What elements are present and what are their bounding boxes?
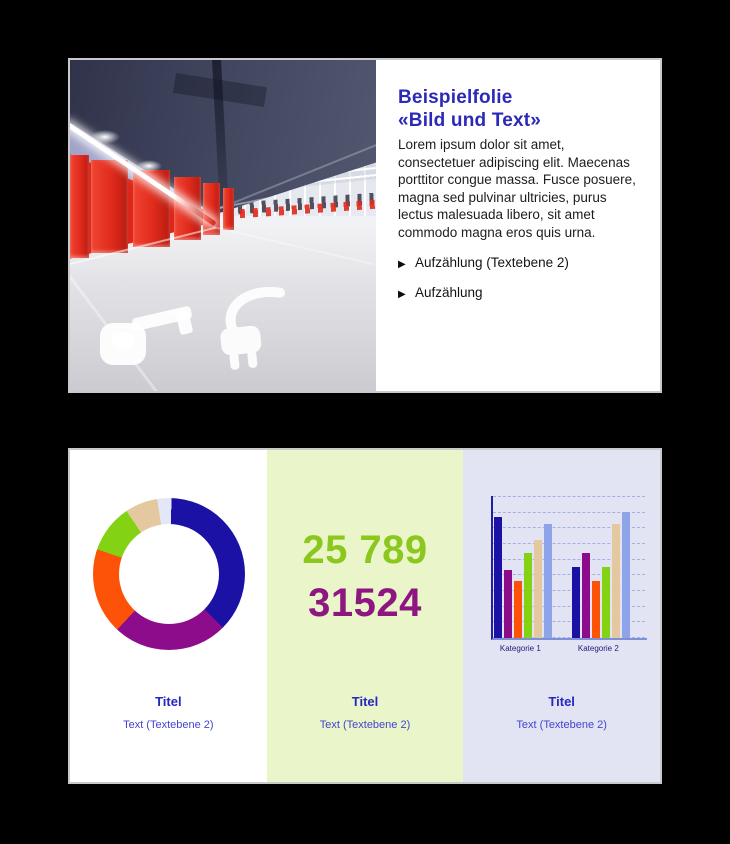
slide1-body-paragraph: Lorem ipsum dolor sit amet, consectetuer adipiscing elit. Maecenas porttitor congue massa. Fusce posuere, magna sed pulvinar ultricies, purus lectus malesuada libero, sit amet commodo magna eros quis urna. [398, 137, 636, 240]
bar-groups [494, 496, 647, 638]
slide1-title-line2: «Bild und Text» [398, 110, 542, 131]
bar-chart [491, 496, 647, 653]
key-figure-green: 25 789 [302, 528, 428, 572]
slide1-title [398, 86, 642, 132]
slide1-title-line1: Beispielfolie [398, 87, 513, 108]
bar [572, 567, 580, 638]
bar-chart-plot-area [491, 496, 647, 640]
bar-group [494, 496, 552, 638]
bar [504, 570, 512, 638]
bar [514, 581, 522, 638]
photo-light-glow [90, 130, 120, 144]
x-axis-label: Kategorie 1 [499, 644, 541, 653]
triangle-bullet-icon: ▶ [398, 259, 406, 270]
photo-light-glow [136, 160, 162, 172]
photo-red-box [223, 188, 234, 230]
triangle-bullet-icon: ▶ [398, 289, 406, 300]
photo-red-box [91, 160, 128, 253]
panel-donut-chart [70, 450, 267, 782]
caption-title: Titel [548, 694, 575, 709]
bullet-label: Aufzählung (Textebene 2) [415, 255, 569, 270]
bar [602, 567, 610, 638]
panel-caption [70, 694, 267, 731]
panel-caption [267, 694, 464, 731]
bar-group [572, 496, 630, 638]
photo-lane-line [213, 226, 375, 265]
caption-title: Titel [351, 694, 379, 709]
caption-subtitle: Text (Textebene 2) [123, 719, 214, 731]
bar [524, 553, 532, 638]
slide-bild-und-text[interactable] [68, 58, 662, 393]
bar [534, 540, 542, 638]
ev-plug-floor-icon [206, 284, 295, 380]
bar [582, 553, 590, 638]
x-axis-label: Kategorie 2 [577, 644, 619, 653]
panel-key-figures [267, 450, 464, 782]
bullet-label: Aufzählung [415, 285, 483, 300]
bullet-item [398, 284, 642, 303]
slide-three-columns[interactable] [68, 448, 662, 784]
x-axis-labels [491, 644, 647, 653]
donut-chart [93, 498, 245, 650]
bullet-item [398, 254, 642, 273]
bar [622, 512, 630, 638]
bar [612, 524, 620, 638]
parking-garage-photo [70, 60, 376, 391]
bar [494, 517, 502, 638]
panel-caption [463, 694, 660, 731]
panel-bar-chart [463, 450, 660, 782]
slide1-text-column [398, 86, 642, 314]
caption-title: Titel [155, 694, 182, 709]
key-figures [267, 524, 464, 630]
donut-hole [119, 524, 219, 624]
caption-subtitle: Text (Textebene 2) [516, 719, 607, 731]
slide1-bullet-list [398, 254, 642, 303]
bar [592, 581, 600, 638]
key-figure-purple: 31524 [308, 581, 422, 625]
photo-red-box [70, 155, 89, 258]
caption-subtitle: Text (Textebene 2) [319, 719, 411, 731]
bar [544, 524, 552, 638]
